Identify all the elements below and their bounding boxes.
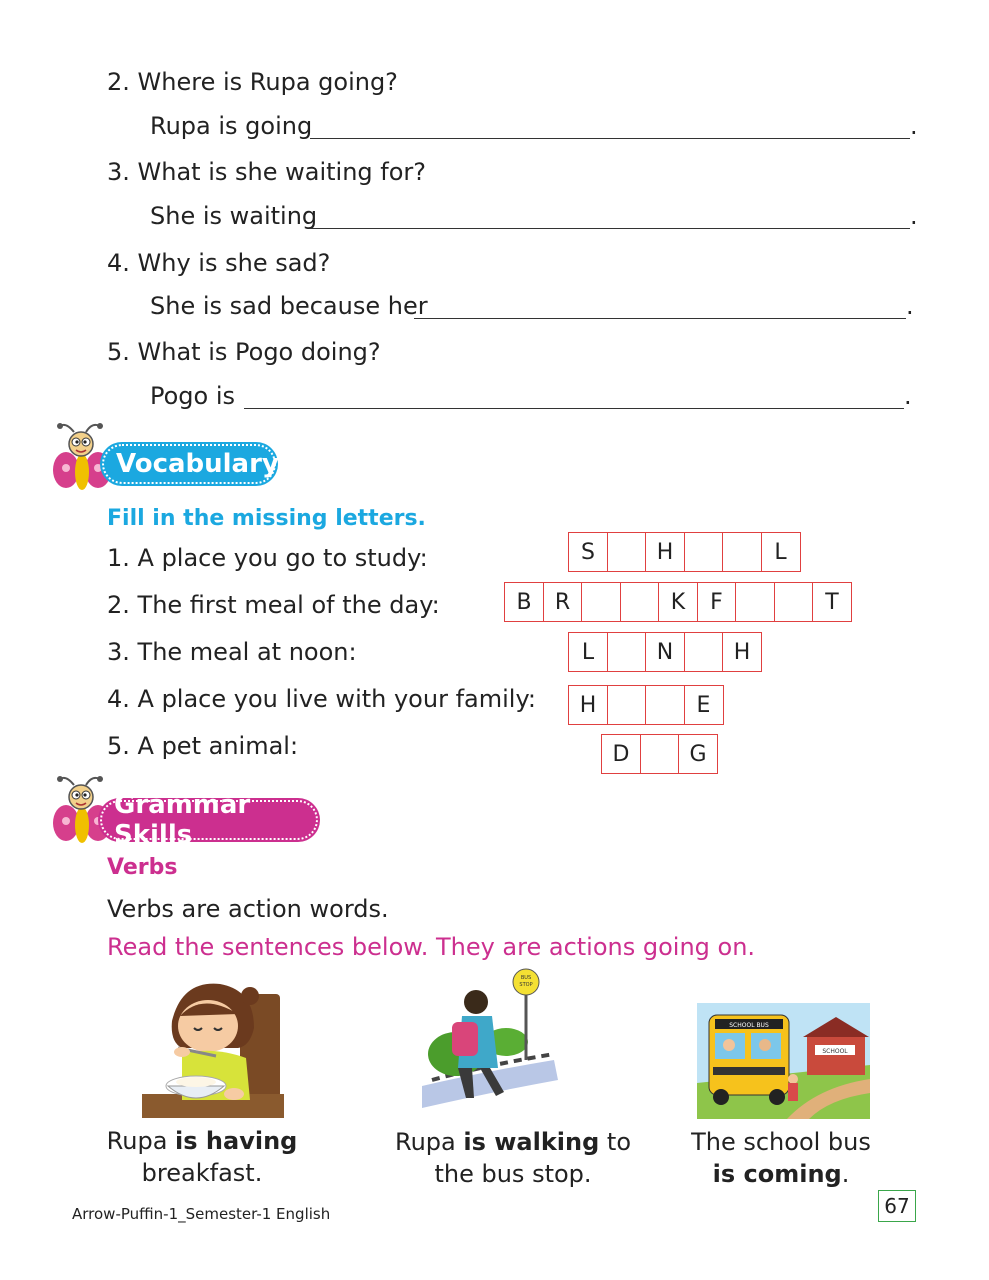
vocab-clue-1: 1. A place you go to study: [107,544,428,572]
grammar-skills-banner: Grammar Skills [100,800,318,840]
given-letter-cell: G [678,734,718,774]
vocab-clue-5: 5. A pet animal: [107,732,299,760]
answer-stem-4: She is sad because her [150,292,428,320]
girl-eating-breakfast-image [142,976,284,1118]
blank-letter-cell[interactable] [607,685,647,725]
letter-grid-home [568,685,724,725]
vocab-clue-2: 2. The first meal of the day: [107,591,440,619]
answer-stem-3: She is waiting [150,202,318,230]
given-letter-cell: F [697,582,737,622]
given-letter-cell: E [684,685,724,725]
question-5: 5. What is Pogo doing? [107,338,381,366]
answer-period-5: . [904,382,912,410]
given-letter-cell: T [812,582,852,622]
answer-stem-2: Rupa is going [150,112,313,140]
caption-bus: The school bus is coming. [691,1128,871,1188]
blank-letter-cell[interactable] [645,685,685,725]
given-letter-cell: L [761,532,801,572]
given-letter-cell: H [722,632,762,672]
blank-letter-cell[interactable] [581,582,621,622]
blank-letter-cell[interactable] [620,582,660,622]
caption-breakfast: Rupa is having breakfast. [106,1127,298,1187]
given-letter-cell: N [645,632,685,672]
question-3: 3. What is she waiting for? [107,158,427,186]
verbs-heading: Verbs [107,855,178,880]
given-letter-cell: B [504,582,544,622]
question-2: 2. Where is Rupa going? [107,68,398,96]
answer-period-4: . [906,292,914,320]
page-number: 67 [878,1190,916,1222]
answer-blank-5[interactable] [244,408,904,409]
given-letter-cell: H [568,685,608,725]
blank-letter-cell[interactable] [607,532,647,572]
svg-text:BUS: BUS [520,975,532,981]
letter-grid-lunch [568,632,762,672]
question-4: 4. Why is she sad? [107,249,331,277]
blank-letter-cell[interactable] [640,734,680,774]
letter-grid-breakfast [504,582,852,622]
vocabulary-banner: Vocabulary [102,444,276,484]
answer-period-2: . [910,112,918,140]
footer-book-title: Arrow-Puffin-1_Semester-1 English [72,1205,331,1223]
blank-letter-cell[interactable] [722,532,762,572]
letter-grid-school [568,532,801,572]
svg-text:STOP: STOP [519,982,533,988]
bus-sign-text: SCHOOL BUS [729,1022,769,1029]
answer-stem-5: Pogo is [150,382,236,410]
girl-walking-to-bus-stop-image [422,968,558,1108]
school-sign-text: SCHOOL [822,1048,848,1055]
blank-letter-cell[interactable] [684,632,724,672]
answer-blank-2[interactable] [310,138,910,139]
vocabulary-instruction: Fill in the missing letters. [107,506,426,531]
blank-letter-cell[interactable] [607,632,647,672]
blank-letter-cell[interactable] [735,582,775,622]
given-letter-cell: K [658,582,698,622]
given-letter-cell: H [645,532,685,572]
blank-letter-cell[interactable] [684,532,724,572]
given-letter-cell: S [568,532,608,572]
given-letter-cell: L [568,632,608,672]
answer-blank-4[interactable] [414,318,906,319]
given-letter-cell: D [601,734,641,774]
given-letter-cell: R [543,582,583,622]
verbs-definition: Verbs are action words. [107,895,389,923]
answer-period-3: . [910,202,918,230]
answer-blank-3[interactable] [310,228,910,229]
blank-letter-cell[interactable] [774,582,814,622]
school-bus-coming-image [697,1003,870,1119]
verbs-instruction: Read the sentences below. They are actions going on. [107,933,756,961]
vocab-clue-3: 3. The meal at noon: [107,638,357,666]
caption-walking: Rupa is walking to the bus stop. [394,1128,632,1188]
vocab-clue-4: 4. A place you live with your family: [107,685,536,713]
letter-grid-dog [601,734,718,774]
